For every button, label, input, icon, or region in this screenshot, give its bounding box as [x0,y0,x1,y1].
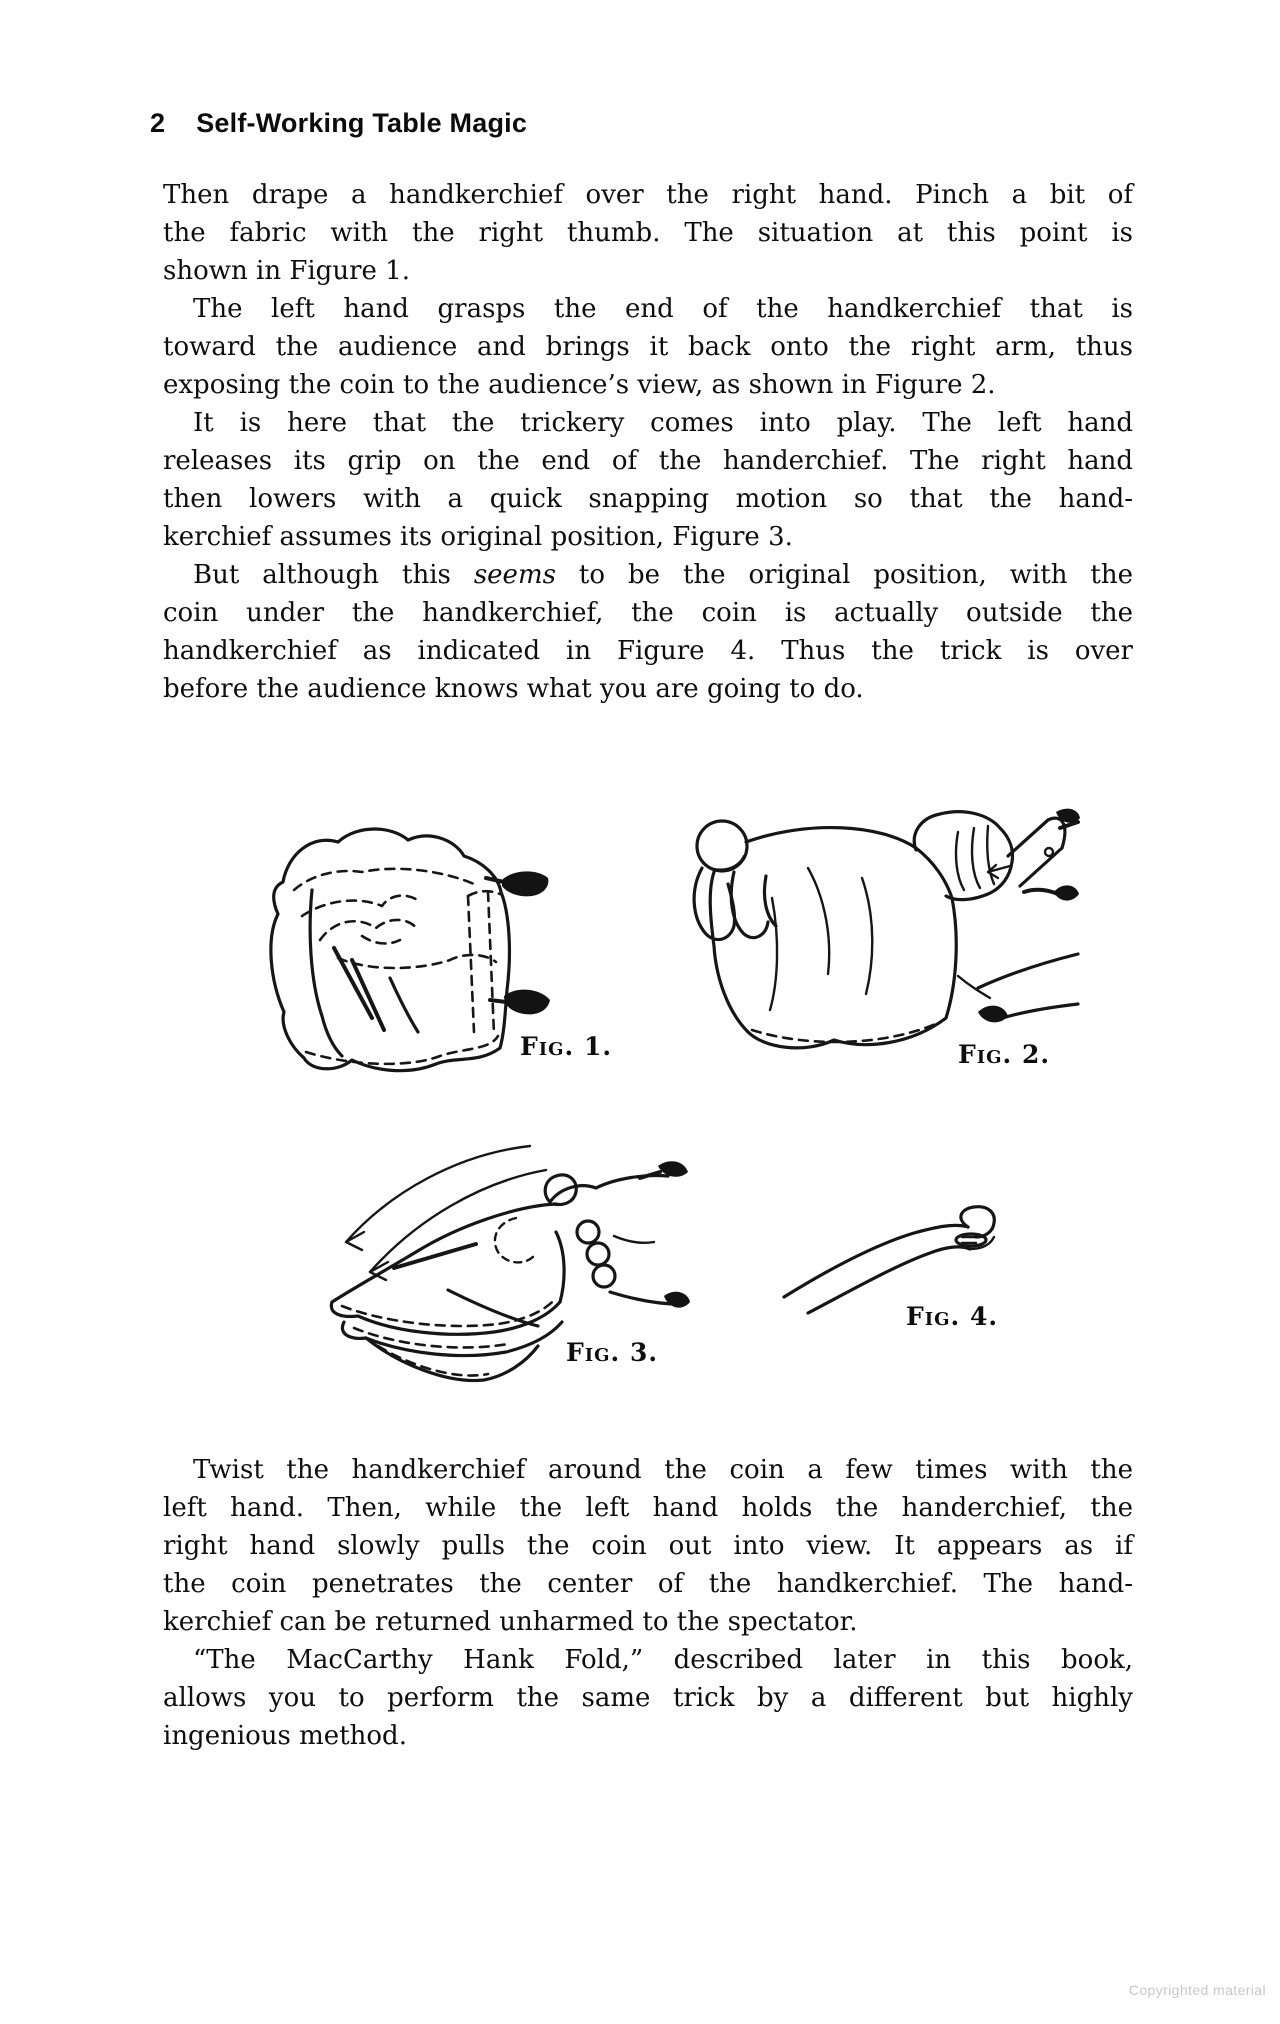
figure-4-illustration [778,1203,1000,1315]
text-line: exposing the coin to the audience’s view, as shown in Figure 2. [163,370,996,400]
copyright-watermark: Copyrighted material [1128,1982,1266,1998]
body-text-lower [163,1451,1133,1755]
text-line: the fabric with the right thumb. The situation at this point is [163,218,1133,248]
text-line: “The MacCarthy Hank Fold,” described later in this book, [193,1645,1133,1675]
text-line: allows you to perform the same trick by a different but highly [163,1683,1133,1713]
text-line: kerchief can be returned unharmed to the spectator. [163,1607,858,1637]
text-line: right hand slowly pulls the coin out into view. It appears as if [163,1531,1133,1561]
text-line: shown in Figure 1. [163,256,410,286]
figure-4-caption: Fig. 4. [906,1302,999,1331]
figure-1-illustration [250,820,555,1085]
page-number: 2 [150,108,166,138]
figure-1-caption: Fig. 1. [520,1032,613,1061]
text-line: The left hand grasps the end of the handkerchief that is [193,294,1133,324]
figure-2-caption: Fig. 2. [958,1040,1051,1069]
running-header [150,108,527,139]
figure-3-caption: Fig. 3. [566,1338,659,1367]
text-line: Then drape a handkerchief over the right hand. Pinch a bit of [163,180,1133,210]
text-line: the coin penetrates the center of the handkerchief. The hand- [163,1569,1133,1599]
text-line: before the audience knows what you are going to do. [163,674,864,704]
text-line: handkerchief as indicated in Figure 4. Thus the trick is over [163,636,1133,666]
book-title: Self-Working Table Magic [196,108,528,138]
text-line: coin under the handkerchief, the coin is actually outside the [163,598,1133,628]
text-line: left hand. Then, while the left hand holds the handerchief, the [163,1493,1133,1523]
text-line: It is here that the trickery comes into play. The left hand [193,408,1133,438]
text-line: ingenious method. [163,1721,407,1751]
text-line: then lowers with a quick snapping motion so that the hand- [163,484,1133,514]
text-line: kerchief assumes its original position, Figure 3. [163,522,793,552]
text-line: releases its grip on the end of the handerchief. The right hand [163,446,1133,476]
text-line: But although this seems to be the original position, with the [193,560,1133,590]
text-line: Twist the handkerchief around the coin a few times with the [193,1455,1133,1485]
body-text-upper [163,176,1133,708]
text-line: toward the audience and brings it back onto the right arm, thus [163,332,1133,362]
